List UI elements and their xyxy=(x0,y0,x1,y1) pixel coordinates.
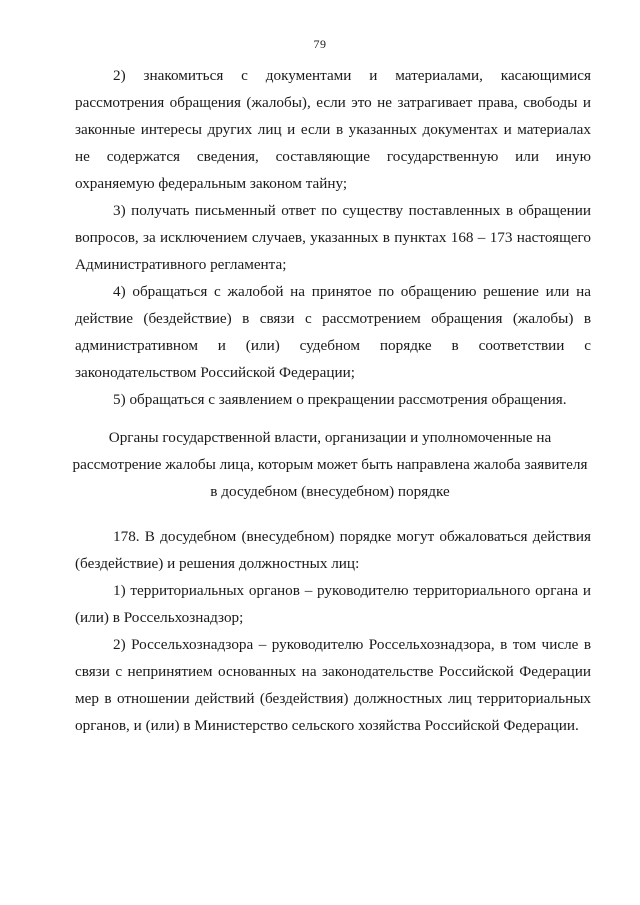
clause-178 xyxy=(75,523,591,739)
section-heading-line-3: в досудебном (внесудебном) порядке xyxy=(210,483,450,500)
rights-list xyxy=(75,62,591,413)
section-heading-line-1: Органы государственной власти, организации и уполномоченные на xyxy=(108,429,552,446)
rights-item-4: 4) обращаться с жалобой на принятое по обращению решение или на действие (бездействие) в связи с рассмотрением обращения (жалобы) в административном и (или) судебном порядке в соответствии с законодательством Российской Федерации; xyxy=(75,283,591,381)
section-heading-line-2: рассмотрение жалобы лица, которым может быть направлена жалоба заявителя xyxy=(72,456,588,473)
rights-item-2: 2) знакомиться с документами и материалами, касающимися рассмотрения обращения (жалобы), если это не затрагивает права, свободы и законные интересы других лиц и если в указанных документах и материалах не содержатся сведения, составляющие государственную или иную охраняемую федеральным законом тайну; xyxy=(75,67,591,192)
section-heading xyxy=(60,424,600,505)
clause-178-intro: 178. В досудебном (внесудебном) порядке могут обжаловаться действия (бездействие) и решения должностных лиц: xyxy=(75,528,591,572)
clause-178-item-1: 1) территориальных органов – руководителю территориального органа и (или) в Россельхознадзор; xyxy=(75,582,591,626)
rights-item-3: 3) получать письменный ответ по существу поставленных в обращении вопросов, за исключением случаев, указанных в пунктах 168 – 173 настоящего Административного регламента; xyxy=(75,202,591,273)
rights-item-5: 5) обращаться с заявлением о прекращении рассмотрения обращения. xyxy=(113,391,567,408)
clause-178-item-2: 2) Россельхознадзора – руководителю Россельхознадзора, в том числе в связи с непринятием основанных на законодательстве Российской Федерации мер в отношении действий (бездействия) должностных лиц территориальных органов, и (или) в Министерство сельского хозяйства Российской Федерации. xyxy=(75,636,591,734)
page-number: 79 xyxy=(313,37,327,51)
